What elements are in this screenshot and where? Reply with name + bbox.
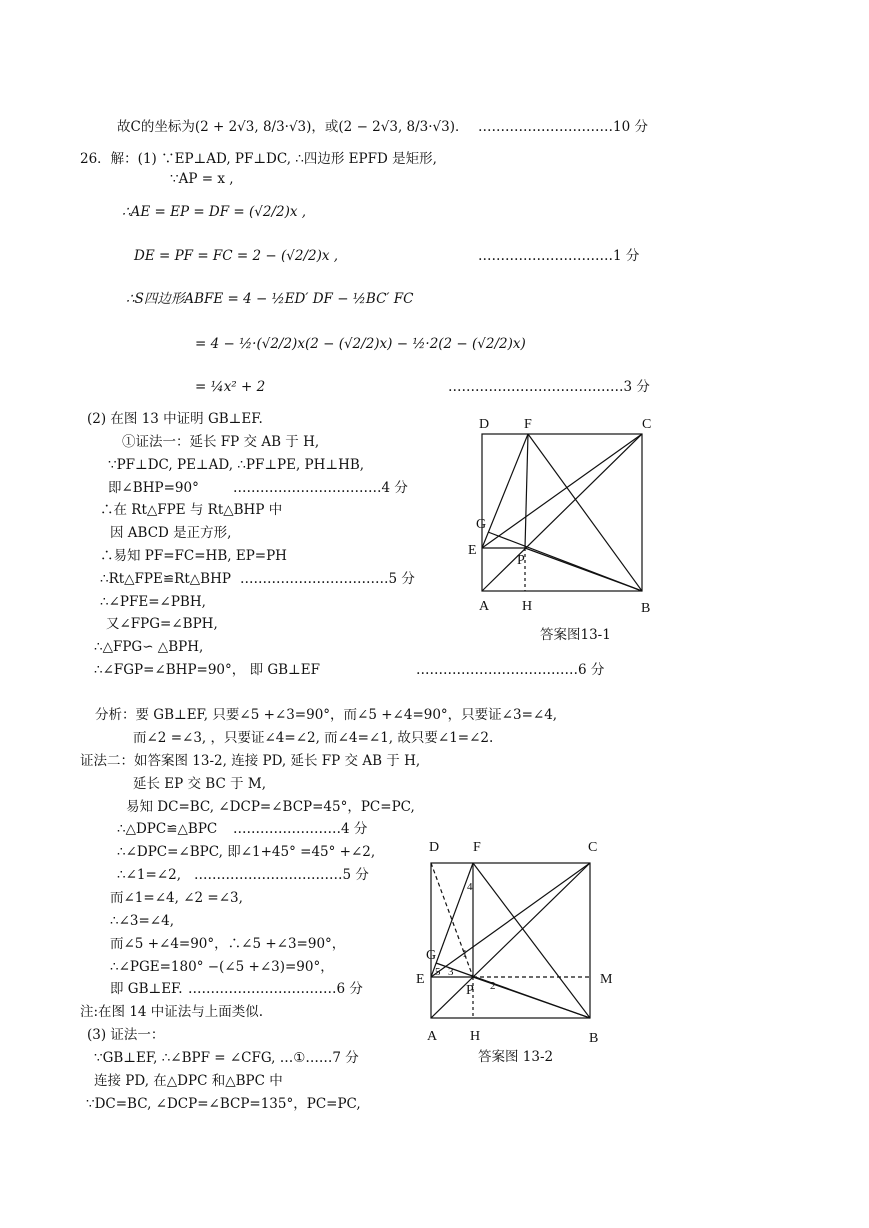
- score-1: …………………………1 分: [478, 248, 640, 264]
- line-pfe-pbh: ∴∠PFE=∠PBH,: [100, 594, 206, 610]
- label-b: B: [641, 601, 651, 616]
- label-d: D: [479, 417, 490, 432]
- label-p: P: [517, 553, 525, 568]
- line-area-expand: = 4 − ½·(√2/2)x(2 − (√2/2)x) − ½·2(2 − (√2/2)x): [195, 336, 526, 352]
- line-angle-sum: ∴∠DPC=∠BPC, 即∠1+45° =45° +∠2,: [117, 844, 376, 860]
- line-area-result: = ¼x² + 2: [195, 379, 266, 395]
- line-ae-ep-df: ∴AE = EP = DF = (√2/2)x ,: [122, 204, 307, 220]
- label-h: H: [522, 599, 533, 614]
- label-c: C: [642, 417, 652, 432]
- angle-label-2: 2: [490, 980, 496, 992]
- score-3: …………………………………3 分: [448, 379, 650, 395]
- line-proof1-start: ①证法一：延长 FP 交 AB 于 H,: [122, 434, 320, 450]
- line-26-heading: 26．解：(1) ∵EP⊥AD, PF⊥DC, ∴四边形 EPFD 是矩形,: [80, 151, 437, 167]
- line-angle-1-2: ∴∠1=∠2,: [117, 867, 181, 883]
- label-e-2: E: [416, 972, 425, 987]
- line-similar: ∴△FPG∽ △BPH,: [94, 639, 204, 655]
- line-angle-1-4: 而∠1=∠4, ∠2 =∠3,: [110, 890, 243, 906]
- label-m-2: M: [600, 972, 613, 987]
- caption-13-2: 答案图 13-2: [478, 1049, 554, 1065]
- score-5b: ……………………………5 分: [194, 867, 369, 883]
- line-dc-bc: 易知 DC=BC, ∠DCP=∠BCP=45°，PC=PC,: [126, 799, 415, 815]
- score-6b: ……………………………6 分: [188, 981, 363, 997]
- label-f: F: [524, 417, 532, 432]
- score-4b: ……………………4 分: [233, 821, 368, 837]
- line-bpf-cfg: ∵GB⊥EF, ∴∠BPF = ∠CFG, …①……7 分: [94, 1050, 359, 1066]
- line-connect-pd: 连接 PD, 在△DPC 和△BPC 中: [94, 1073, 283, 1089]
- line-equal-sides: ∴易知 PF=FC=HB, EP=PH: [100, 548, 287, 564]
- line-perp-facts: ∵PF⊥DC, PE⊥AD, ∴PF⊥PE, PH⊥HB,: [108, 457, 365, 473]
- line-angle-3-4: ∴∠3=∠4,: [110, 913, 174, 929]
- line-analysis-2: 而∠2 =∠3, ，只要证∠4=∠2, 而∠4=∠1, 故只要∠1=∠2.: [133, 730, 494, 746]
- line-bhp-90: 即∠BHP=90°: [108, 480, 199, 496]
- angle-label-4: 4: [467, 881, 473, 893]
- line-de-pf-fc: DE = PF = FC = 2 − (√2/2)x ,: [134, 248, 339, 264]
- figure-13-2: [410, 835, 630, 1045]
- label-b-2: B: [589, 1031, 599, 1045]
- line-pge-90: ∴∠PGE=180° −(∠5 +∠3)=90°，: [110, 959, 334, 975]
- label-g: G: [476, 517, 487, 532]
- angle-label-5: 5: [435, 966, 441, 978]
- line-angle-5-4: 而∠5 +∠4=90°，∴∠5 +∠3=90°，: [110, 936, 346, 952]
- line-extend-ep: 延长 EP 交 BC 于 M,: [133, 776, 267, 792]
- label-g-2: G: [426, 948, 437, 963]
- line-fpg-bph: 又∠FPG=∠BPH,: [106, 616, 218, 632]
- label-a: A: [479, 599, 490, 614]
- line-gb-ef: 即 GB⊥EF.: [110, 981, 183, 997]
- score-5a: ……………………………5 分: [240, 571, 415, 587]
- score-4a: ……………………………4 分: [233, 480, 408, 496]
- label-c-2: C: [588, 840, 598, 855]
- score-10: …………………………10 分: [478, 119, 648, 135]
- label-a-2: A: [427, 1029, 438, 1044]
- line-analysis: 分析：要 GB⊥EF, 只要∠5 +∠3=90°，而∠5 +∠4=90°，只要证∠3=∠4,: [95, 707, 558, 723]
- line-area-formula: ∴S四边形ABFE = 4 − ½ED′ DF − ½BC′ FC: [126, 291, 414, 307]
- label-d-2: D: [429, 840, 440, 855]
- line-rt-triangles: ∴在 Rt△FPE 与 Rt△BHP 中: [100, 502, 283, 518]
- line-ap-x: ∵AP = x ,: [170, 171, 234, 187]
- line-square: 因 ABCD 是正方形,: [110, 525, 232, 541]
- line-note: 注:在图 14 中证法与上面类似.: [80, 1004, 264, 1020]
- angle-label-1: 1: [462, 948, 468, 960]
- line-part2-heading: (2) 在图 13 中证明 GB⊥EF.: [87, 411, 263, 427]
- line-congruent: ∴Rt△FPE≌Rt△BHP: [100, 571, 231, 587]
- label-e: E: [468, 543, 477, 558]
- label-h-2: H: [470, 1029, 481, 1044]
- line-c-coordinate: 故C的坐标为(2 + 2√3, 8/3·√3)，或(2 − 2√3, 8/3·√3)．: [117, 119, 469, 135]
- score-6a: ………………………………6 分: [416, 662, 605, 678]
- caption-13-1: 答案图13-1: [540, 627, 611, 643]
- label-f-2: F: [473, 840, 481, 855]
- line-dc-bc-135: ∵DC=BC, ∠DCP=∠BCP=135°，PC=PC,: [86, 1096, 361, 1112]
- label-p-2: P: [466, 983, 474, 998]
- angle-label-3: 3: [448, 966, 454, 978]
- figure-13-1: [465, 410, 665, 620]
- line-dpc-bpc: ∴△DPC≌△BPC: [117, 821, 218, 837]
- line-proof2-start: 证法二：如答案图 13-2, 连接 PD, 延长 FP 交 AB 于 H,: [80, 753, 421, 769]
- line-part3: (3) 证法一：: [87, 1027, 165, 1043]
- line-fgp-90: ∴∠FGP=∠BHP=90°， 即 GB⊥EF: [94, 662, 320, 678]
